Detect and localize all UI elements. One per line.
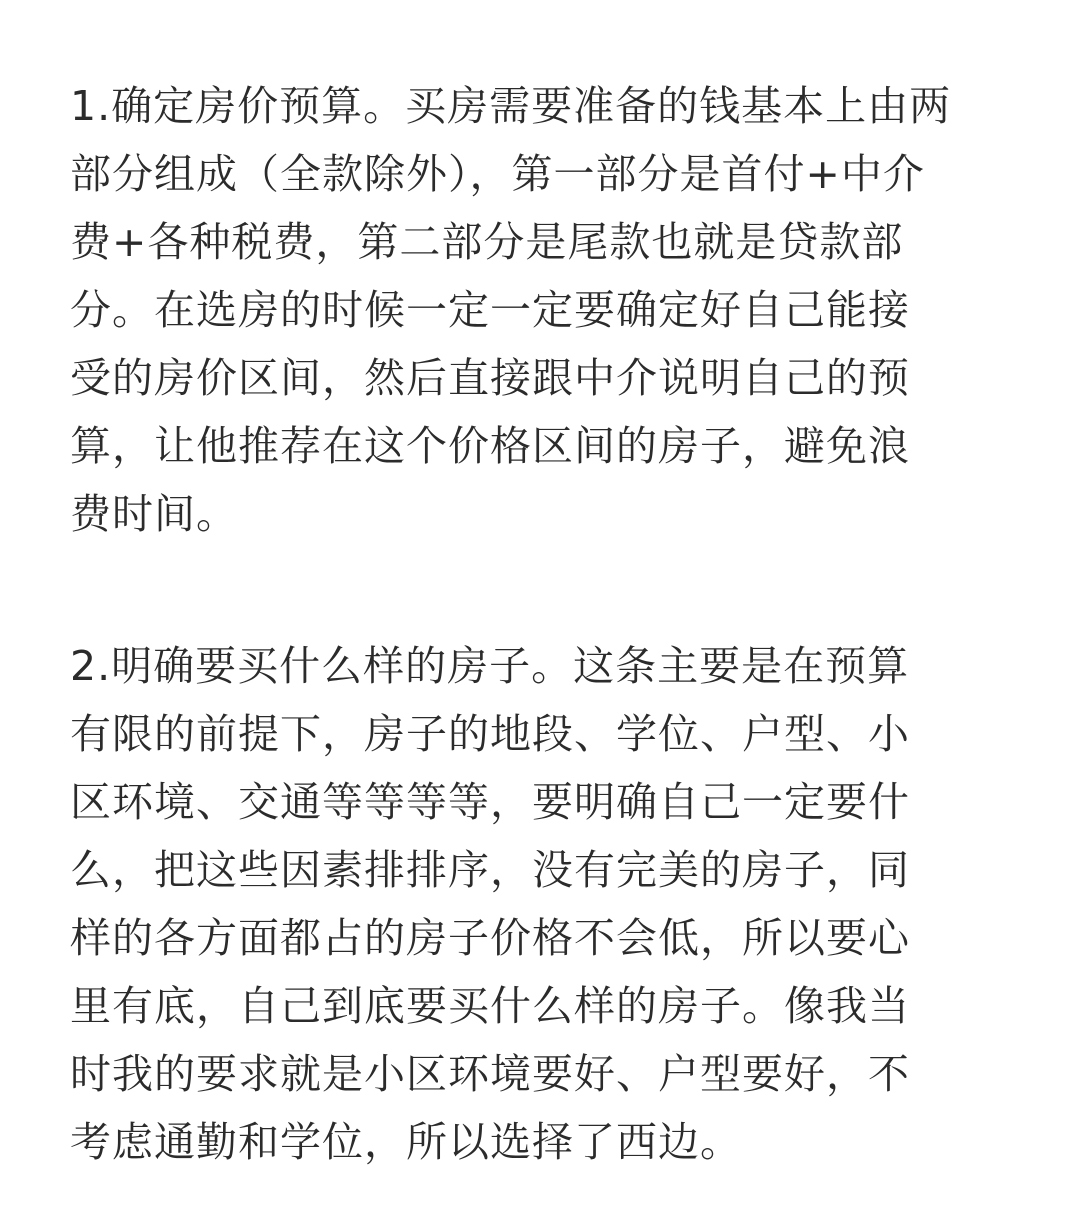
text-line: 费+各种税费，第二部分是尾款也就是贷款部	[70, 218, 904, 266]
text-line: 1.确定房价预算。买房需要准备的钱基本上由两	[70, 82, 952, 130]
text-line: 么，把这些因素排排序，没有完美的房子，同	[70, 846, 910, 894]
text-line: 费时间。	[70, 490, 238, 538]
text-line: 2.明确要买什么样的房子。这条主要是在预算	[70, 642, 910, 690]
text-line: 分。在选房的时候一定一定要确定好自己能接	[70, 286, 910, 334]
text-line: 考虑通勤和学位，所以选择了西边。	[70, 1118, 742, 1166]
paragraph-house-type	[70, 632, 990, 1176]
text-line: 受的房价区间，然后直接跟中介说明自己的预	[70, 354, 910, 402]
text-line: 区环境、交通等等等等，要明确自己一定要什	[70, 778, 910, 826]
text-line: 时我的要求就是小区环境要好、户型要好，不	[70, 1050, 910, 1098]
text-line: 里有底，自己到底要买什么样的房子。像我当	[70, 982, 910, 1030]
text-line: 部分组成（全款除外），第一部分是首付+中介	[70, 150, 925, 198]
text-line: 算，让他推荐在这个价格区间的房子，避免浪	[70, 422, 910, 470]
text-line: 样的各方面都占的房子价格不会低，所以要心	[70, 914, 910, 962]
text-line: 有限的前提下，房子的地段、学位、户型、小	[70, 710, 910, 758]
paragraph-budget	[70, 72, 990, 548]
